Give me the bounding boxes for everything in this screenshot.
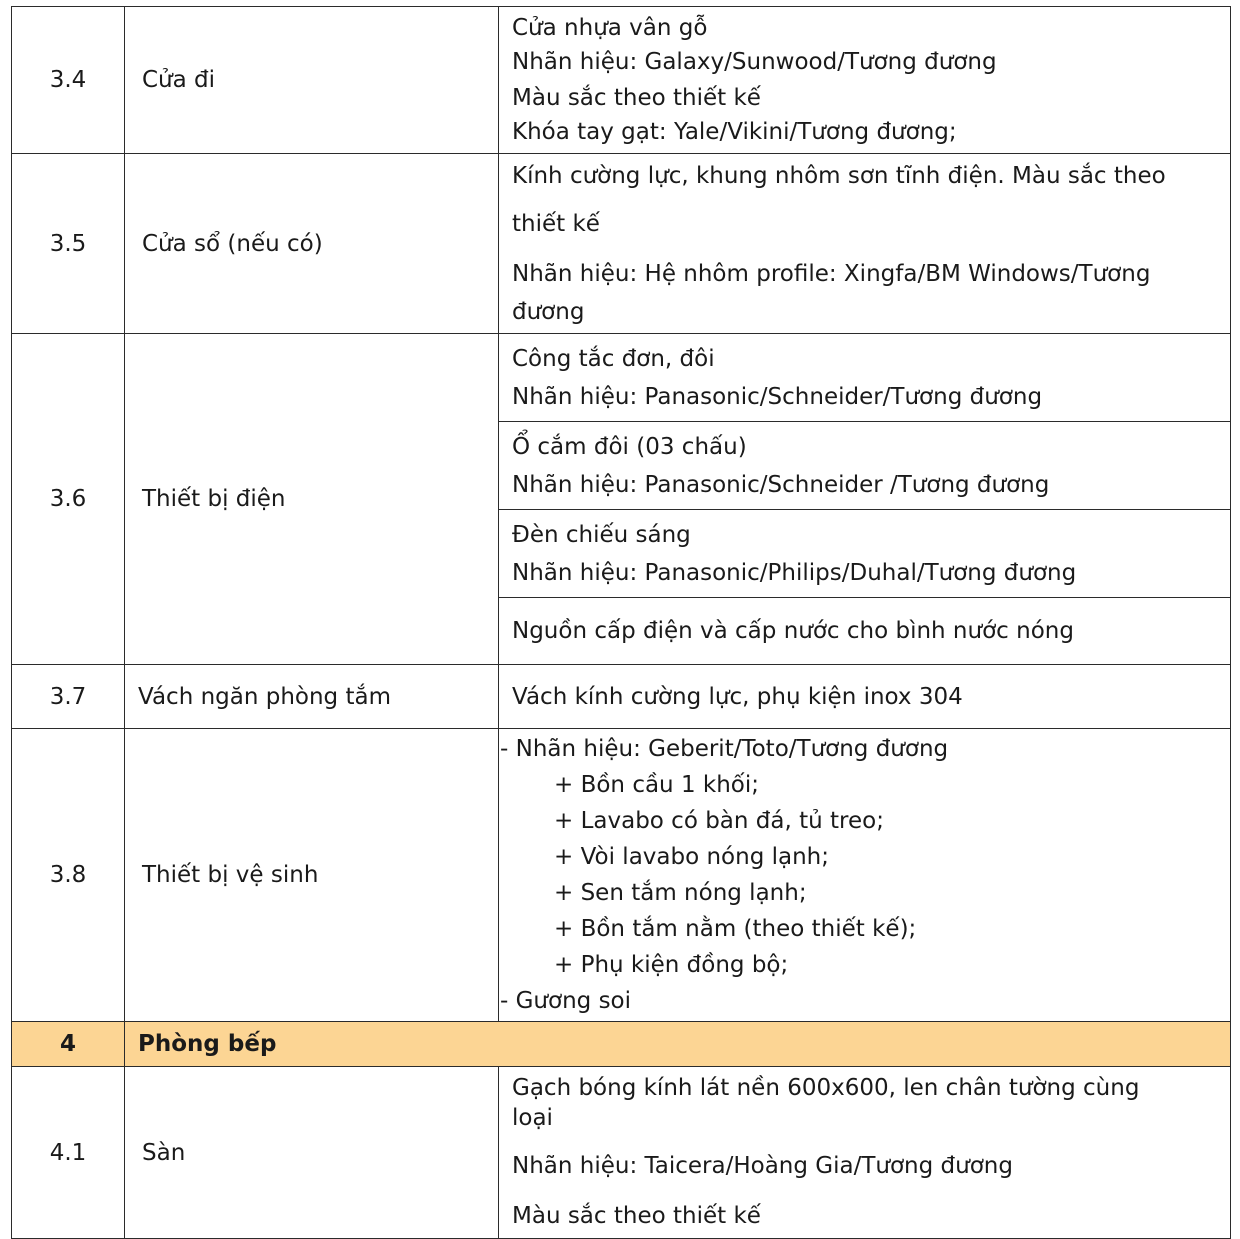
item-description xyxy=(499,422,1231,510)
desc-line: Cửa nhựa vân gỗ xyxy=(512,15,708,41)
desc-line: thiết kế xyxy=(512,210,600,237)
desc-line: Gạch bóng kính lát nền 600x600, len chân tường cùng xyxy=(512,1074,1140,1101)
section-header-row xyxy=(12,1022,1231,1067)
list-item: + Lavabo có bàn đá, tủ treo; xyxy=(554,808,884,834)
desc-line: Công tắc đơn, đôi xyxy=(512,345,715,372)
desc-line: - Nhãn hiệu: Geberit/Toto/Tương đương xyxy=(500,736,949,762)
table-row xyxy=(12,729,1231,1022)
list-item: + Bồn cầu 1 khối; xyxy=(554,772,760,798)
list-item: + Vòi lavabo nóng lạnh; xyxy=(554,844,830,870)
item-number: 3.5 xyxy=(12,154,125,334)
table-row xyxy=(12,7,1231,154)
desc-line: Nhãn hiệu: Hệ nhôm profile: Xingfa/BM Windows/Tương xyxy=(512,260,1151,287)
section-title: Phòng bếp xyxy=(125,1022,1231,1067)
desc-line: Nhãn hiệu: Panasonic/Philips/Duhal/Tương đương xyxy=(512,559,1077,586)
item-number: 3.4 xyxy=(12,7,125,154)
list-item: + Bồn tắm nằm (theo thiết kế); xyxy=(554,916,917,942)
list-item: + Sen tắm nóng lạnh; xyxy=(554,880,807,906)
item-description xyxy=(499,665,1231,729)
desc-line: Đèn chiếu sáng xyxy=(512,521,691,548)
table-row xyxy=(12,154,1231,334)
desc-line: Ổ cắm đôi (03 chấu) xyxy=(512,433,747,460)
table-row xyxy=(12,1067,1231,1239)
table-row xyxy=(12,665,1231,729)
item-name: Thiết bị điện xyxy=(125,334,499,665)
spec-table xyxy=(11,6,1231,1239)
desc-line: đương xyxy=(512,298,585,325)
item-description xyxy=(499,334,1231,422)
desc-line: Nguồn cấp điện và cấp nước cho bình nước nóng xyxy=(512,618,1074,644)
item-name: Cửa sổ (nếu có) xyxy=(125,154,499,334)
desc-line: Nhãn hiệu: Taicera/Hoàng Gia/Tương đương xyxy=(512,1152,1013,1179)
item-description xyxy=(499,7,1231,154)
item-number: 3.7 xyxy=(12,665,125,729)
desc-line: Khóa tay gạt: Yale/Vikini/Tương đương; xyxy=(512,119,957,145)
desc-line: Nhãn hiệu: Panasonic/Schneider /Tương đương xyxy=(512,471,1050,498)
desc-line: loại xyxy=(512,1104,553,1131)
desc-line: Màu sắc theo thiết kế xyxy=(512,85,761,111)
item-name: Sàn xyxy=(125,1067,499,1239)
desc-line: Vách kính cường lực, phụ kiện inox 304 xyxy=(512,683,963,710)
item-description xyxy=(499,1067,1231,1239)
desc-line: Nhãn hiệu: Panasonic/Schneider/Tương đương xyxy=(512,383,1043,410)
desc-line: Kính cường lực, khung nhôm sơn tĩnh điện. Màu sắc theo xyxy=(512,162,1166,189)
section-number: 4 xyxy=(12,1022,125,1067)
item-description xyxy=(499,729,1231,1022)
item-number: 3.8 xyxy=(12,729,125,1022)
item-name: Cửa đi xyxy=(125,7,499,154)
table-row xyxy=(12,334,1231,422)
item-name: Thiết bị vệ sinh xyxy=(125,729,499,1022)
item-description xyxy=(499,154,1231,334)
item-number: 4.1 xyxy=(12,1067,125,1239)
desc-line: Màu sắc theo thiết kế xyxy=(512,1202,761,1229)
item-number: 3.6 xyxy=(12,334,125,665)
desc-line: - Gương soi xyxy=(500,988,632,1014)
list-item: + Phụ kiện đồng bộ; xyxy=(554,952,789,978)
item-description xyxy=(499,598,1231,665)
item-name: Vách ngăn phòng tắm xyxy=(125,665,499,729)
item-description xyxy=(499,510,1231,598)
desc-line: Nhãn hiệu: Galaxy/Sunwood/Tương đương xyxy=(512,49,997,75)
